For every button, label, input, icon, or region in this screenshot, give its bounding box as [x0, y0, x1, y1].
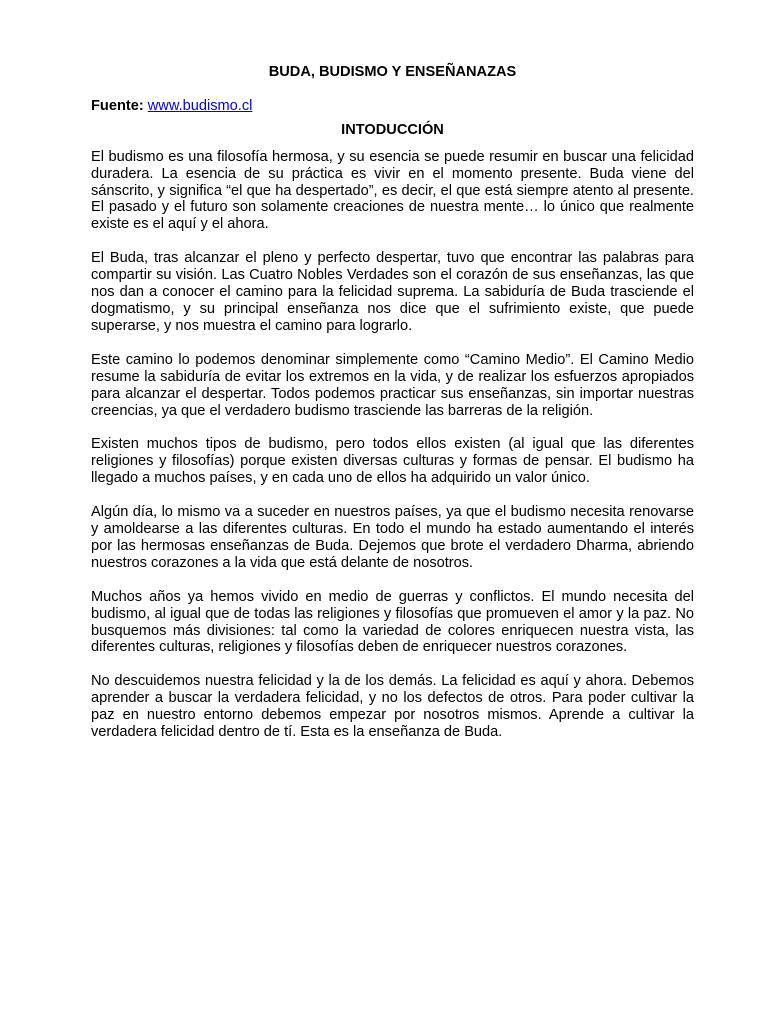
paragraph: Este camino lo podemos denominar simplemente como “Camino Medio”. El Camino Medio resume la sabiduría de evitar los extremos en la vida, y de realizar los esfuerzos apropiados para alcanzar el despertar. Todos podemos practicar sus enseñanzas, sin importar nuestras creencias, ya que el verdadero budismo trasciende las barreras de la religión. — [91, 351, 694, 419]
document-page — [91, 64, 694, 758]
source-label: Fuente: — [91, 97, 144, 114]
source-link[interactable]: www.budismo.cl — [147, 97, 253, 114]
paragraph: Existen muchos tipos de budismo, pero todos ellos existen (al igual que las diferentes religiones y filosofías) porque existen diversas culturas y formas de pensar. El budismo ha llegado a muchos países, y en cada uno de ellos ha adquirido un valor único. — [91, 436, 694, 487]
paragraph: Muchos años ya hemos vivido en medio de guerras y conflictos. El mundo necesita del budismo, al igual que de todas las religiones y filosofías que promueven el amor y la paz. No busquemos más divisiones: tal como la variedad de colores enriquecen nuestra vista, las diferentes culturas, religiones y filosofías deben de enriquecer nuestros corazones. — [91, 588, 694, 656]
document-title: BUDA, BUDISMO Y ENSEÑANAZAS — [268, 64, 517, 80]
section-heading: INTODUCCIÓN — [341, 121, 444, 138]
source-line — [91, 98, 694, 115]
paragraph: No descuidemos nuestra felicidad y la de los demás. La felicidad es aquí y ahora. Debemos aprender a buscar la verdadera felicidad, y no los defectos de otros. Para poder cultivar la paz en nuestro entorno debemos empezar por nosotros mismos. Aprende a cultivar la verdadera felicidad dentro de tí. Esta es la enseñanza de Buda. — [91, 673, 694, 741]
paragraph: El budismo es una filosofía hermosa, y su esencia se puede resumir en buscar una felicidad duradera. La esencia de su práctica es vivir en el momento presente. Buda viene del sánscrito, y significa “el que ha despertado”, es decir, el que está siempre atento al presente. El pasado y el futuro son solamente creaciones de nuestra mente… lo único que realmente existe es el aquí y el ahora. — [91, 148, 694, 233]
paragraph: El Buda, tras alcanzar el pleno y perfecto despertar, tuvo que encontrar las palabras para compartir su visión. Las Cuatro Nobles Verdades son el corazón de sus enseñanzas, las que nos dan a conocer el camino para la felicidad suprema. La sabiduría de Buda trasciende el dogmatismo, y su principal enseñanza nos dice que el sufrimiento existe, que puede superarse, y nos muestra el camino para lograrlo. — [91, 250, 694, 334]
paragraph: Algún día, lo mismo va a suceder en nuestros países, ya que el budismo necesita renovarse y amoldearse a las diferentes culturas. En todo el mundo ha estado aumentando el interés por las hermosas enseñanzas de Buda. Dejemos que brote el verdadero Dharma, abriendo nuestros corazones a la vida que está delante de nosotros. — [91, 504, 694, 571]
